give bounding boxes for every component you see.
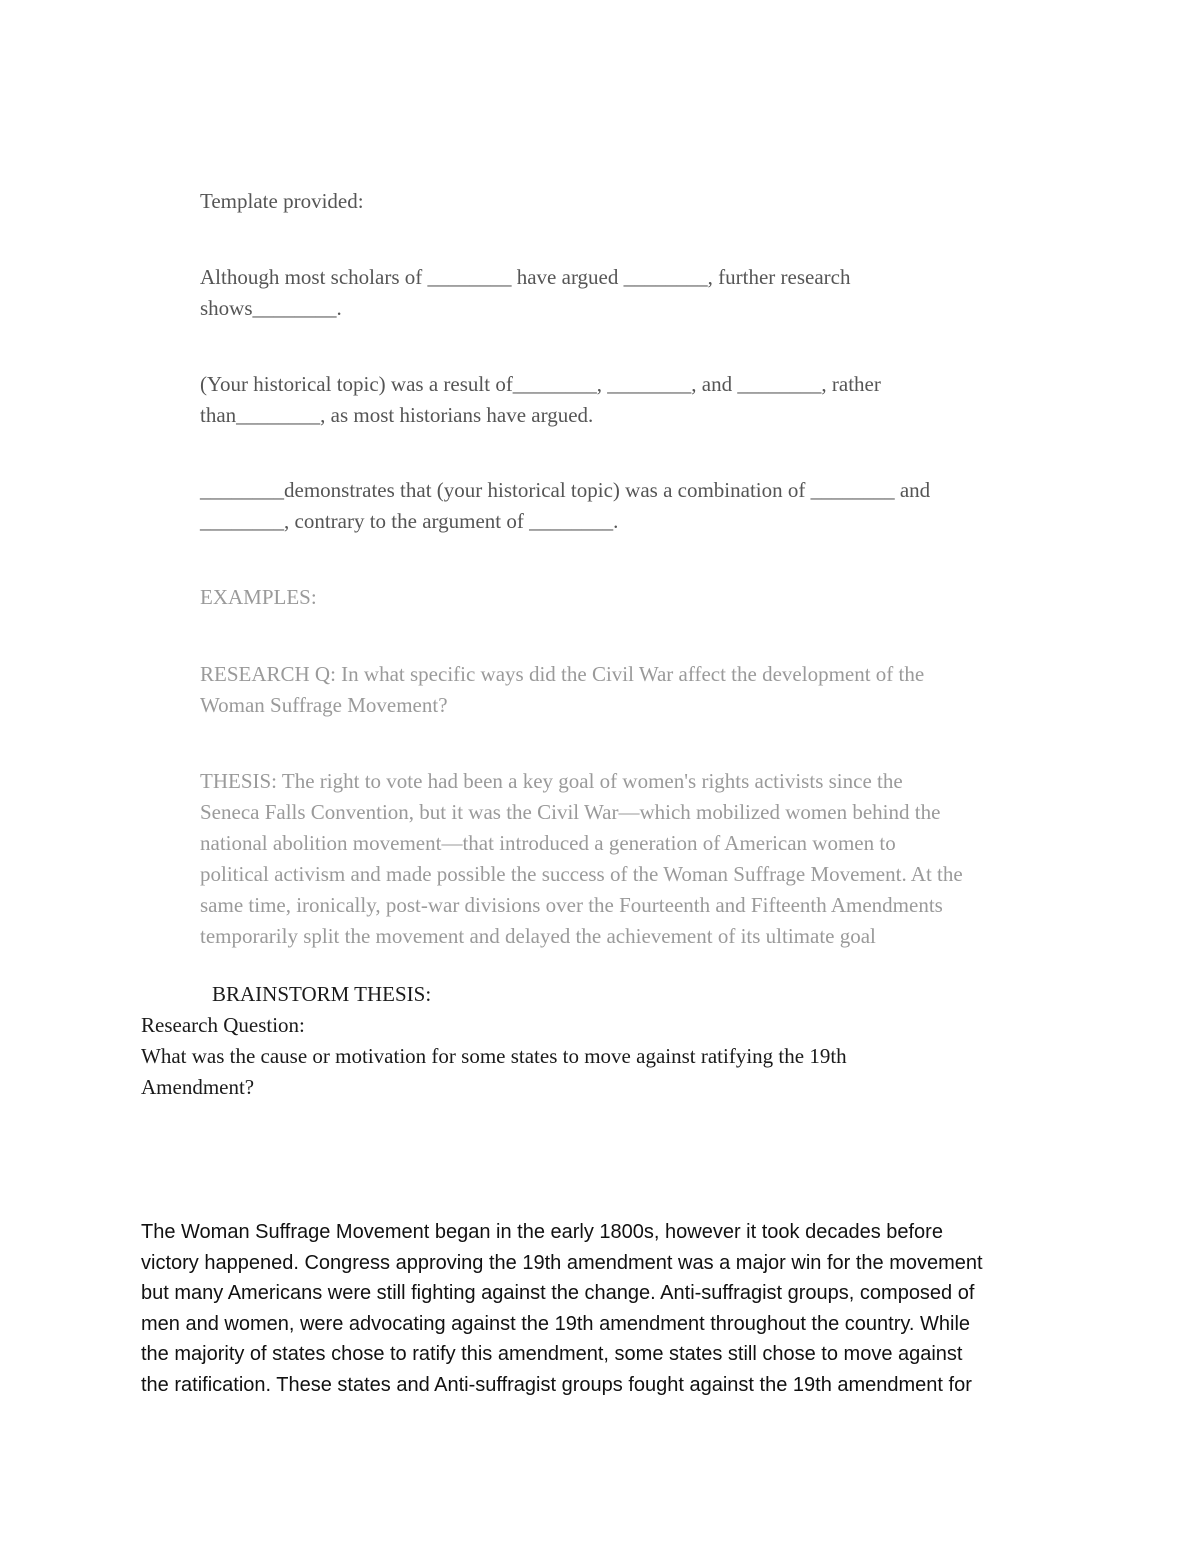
body-line-5: the majority of states chose to ratify this amendment, some states still chose to move against (141, 1343, 963, 1365)
template-sentence-2-line-1: (Your historical topic) was a result of________, ________, and ________, rather (200, 372, 881, 396)
brainstorm-rq-line-2: Amendment? (141, 1075, 255, 1099)
body-line-4: men and women, were advocating against the 19th amendment throughout the country. While (141, 1312, 971, 1335)
body-line-1: The Woman Suffrage Movement began in the early 1800s, however it took decades before (141, 1221, 943, 1243)
example-thesis-line-6: temporarily split the movement and delayed the achievement of its ultimate goal (200, 924, 876, 948)
brainstorm-rq-line-1: What was the cause or motivation for some states to move against ratifying the 19th (141, 1044, 847, 1068)
example-rq-line-1: RESEARCH Q: In what specific ways did the Civil War affect the development of the (200, 662, 925, 686)
body-line-2: victory happened. Congress approving the 19th amendment was a major win for the movement (141, 1251, 983, 1274)
template-sentence-1-line-2: shows________. (200, 296, 342, 320)
brainstorm-heading: BRAINSTORM THESIS: (212, 982, 432, 1006)
template-heading: Template provided: (200, 189, 364, 213)
example-rq-line-2: Woman Suffrage Movement? (200, 693, 448, 717)
template-sentence-1-line-1: Although most scholars of ________ have argued ________, further research (200, 265, 851, 289)
template-sentence-3-line-2: ________, contrary to the argument of ________. (200, 509, 619, 533)
example-thesis-line-3: national abolition movement—that introduced a generation of American women to (200, 831, 896, 855)
brainstorm-research-question (141, 1010, 847, 1103)
body-line-6: the ratification. These states and Anti-suffragist groups fought against the 19th amendment for (141, 1373, 972, 1396)
example-thesis-line-5: same time, ironically, post-war divisions over the Fourteenth and Fifteenth Amendments (200, 893, 943, 917)
example-thesis-line-1: THESIS: The right to vote had been a key goal of women's rights activists since the (200, 769, 903, 793)
example-thesis-line-2: Seneca Falls Convention, but it was the Civil War—which mobilized women behind the (200, 800, 941, 824)
template-sentence-2 (200, 369, 881, 431)
example-thesis (200, 766, 963, 952)
examples-heading: EXAMPLES: (200, 585, 317, 609)
example-research-question (200, 659, 924, 721)
body-line-3: but many Americans were still fighting against the change. Anti-suffragist groups, composed of (141, 1282, 975, 1304)
template-sentence-2-line-2: than________, as most historians have argued. (200, 403, 594, 427)
brainstorm-rq-label: Research Question: (141, 1013, 305, 1037)
body-paragraph (141, 1217, 983, 1400)
template-sentence-1 (200, 262, 850, 324)
template-sentence-3 (200, 475, 930, 537)
example-thesis-line-4: political activism and made possible the success of the Woman Suffrage Movement. At the (200, 862, 963, 886)
template-sentence-3-line-1: ________demonstrates that (your historical topic) was a combination of ________ and (200, 478, 931, 502)
